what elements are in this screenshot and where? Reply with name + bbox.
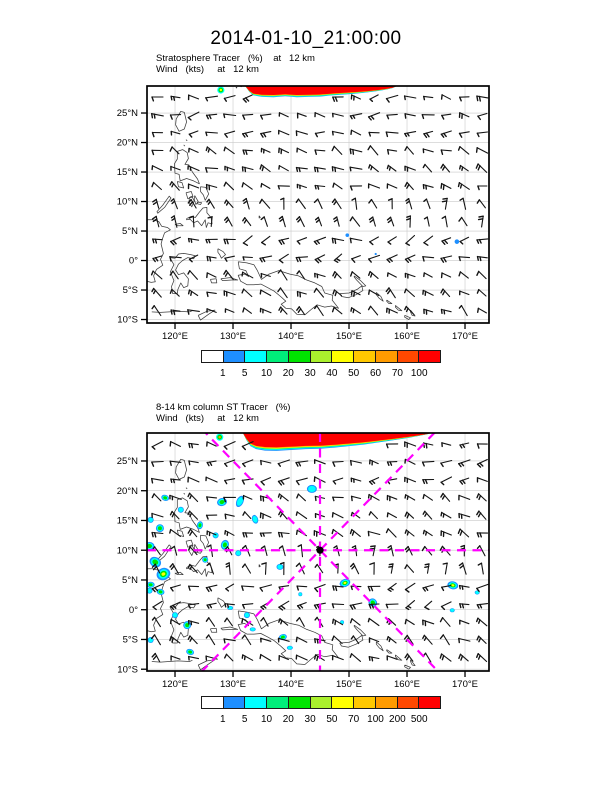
colorbar-top-labels xyxy=(201,368,441,380)
colorbar-cell xyxy=(331,350,354,363)
lat-tick-label: 20°N xyxy=(116,137,138,149)
lat-tick-label: 5°S xyxy=(122,634,138,646)
tracer-band xyxy=(245,86,397,97)
lat-tick-label: 10°S xyxy=(117,314,138,326)
axis-labels xyxy=(117,108,478,342)
lon-tick-label: 140°E xyxy=(278,331,305,342)
lat-tick-label: 10°N xyxy=(116,545,138,557)
tracer-ring-dot xyxy=(217,86,224,93)
lat-tick-label: 10°S xyxy=(117,664,138,676)
colorbar-cell xyxy=(397,696,420,709)
lat-tick-label: 0° xyxy=(128,255,138,267)
lon-tick-label: 130°E xyxy=(220,679,247,690)
colorbar-label: 50 xyxy=(326,714,338,725)
colorbar-label: 20 xyxy=(282,714,294,725)
map-content-top xyxy=(147,86,489,323)
lat-tick-label: 15°N xyxy=(116,167,138,179)
lat-tick-label: 15°N xyxy=(116,515,138,527)
colorbar-label: 5 xyxy=(241,714,248,725)
lat-tick-label: 0° xyxy=(128,604,138,616)
lon-tick-label: 120°E xyxy=(162,679,189,690)
colorbar-bottom xyxy=(201,696,441,709)
colorbar-label: 100 xyxy=(367,714,384,725)
colorbar-cell xyxy=(288,350,311,363)
colorbar-cell xyxy=(397,350,420,363)
panel1-wind-label: Wind (kts) at 12 km xyxy=(156,63,259,75)
colorbar-cell xyxy=(288,696,311,709)
colorbar-cell xyxy=(418,350,441,363)
panel2-wind-label: Wind (kts) at 12 km xyxy=(156,412,259,424)
lat-tick-label: 20°N xyxy=(116,485,138,497)
colorbar-label: 1 xyxy=(220,368,226,379)
colorbar-label: 200 xyxy=(389,714,406,725)
colorbar-label: 1 xyxy=(220,714,226,725)
lat-tick-label: 25°N xyxy=(116,108,138,120)
lat-tick-label: 5°N xyxy=(122,226,138,238)
colorbar-label: 30 xyxy=(304,714,316,725)
colorbar-label: 70 xyxy=(391,368,403,379)
reference-center-dot xyxy=(316,547,323,554)
lon-tick-label: 130°E xyxy=(220,331,247,342)
colorbar-label: 70 xyxy=(348,714,360,725)
lat-tick-label: 5°S xyxy=(122,285,138,297)
colorbar-cell xyxy=(418,696,441,709)
colorbar-cell xyxy=(375,696,398,709)
colorbar-bottom-labels xyxy=(201,714,441,726)
lon-tick-label: 170°E xyxy=(452,331,479,342)
lon-tick-label: 170°E xyxy=(452,679,479,690)
colorbar-label: 10 xyxy=(260,368,273,379)
colorbar-label: 30 xyxy=(304,368,316,379)
colorbar-cell xyxy=(266,696,289,709)
wind-barbs xyxy=(152,95,488,316)
colorbar-cell xyxy=(223,350,246,363)
map-grid xyxy=(147,86,489,323)
colorbar-cell xyxy=(266,350,289,363)
colorbar-label: 500 xyxy=(410,714,428,725)
tracer-ring-dot xyxy=(216,434,223,441)
colorbar-label: 50 xyxy=(348,368,360,379)
lon-tick-label: 160°E xyxy=(394,331,421,342)
colorbar-cell xyxy=(310,350,333,363)
colorbar-cell xyxy=(331,696,354,709)
colorbar-cell xyxy=(353,350,376,363)
colorbar-cell xyxy=(223,696,246,709)
colorbar-label: 20 xyxy=(282,368,294,379)
lon-tick-label: 160°E xyxy=(394,679,421,690)
panel2-tracer-label: 8-14 km column ST Tracer (%) xyxy=(156,402,291,413)
colorbar-cell xyxy=(310,696,333,709)
colorbar-cell xyxy=(244,696,267,709)
lon-tick-label: 150°E xyxy=(336,679,363,690)
tracer-band xyxy=(243,433,432,451)
lon-tick-label: 140°E xyxy=(278,679,305,690)
colorbar-label: 60 xyxy=(369,368,382,379)
colorbar-label: 100 xyxy=(410,368,428,379)
colorbar-cell xyxy=(353,696,376,709)
lat-tick-label: 25°N xyxy=(116,456,138,468)
lat-tick-label: 5°N xyxy=(122,575,138,587)
colorbar-label: 10 xyxy=(260,714,273,725)
colorbar-label: 40 xyxy=(326,368,338,379)
timestamp-title: 2014-01-10_21:00:00 xyxy=(210,28,402,49)
map-border xyxy=(147,86,489,323)
colorbar-top xyxy=(201,350,441,363)
lat-tick-label: 10°N xyxy=(116,196,138,208)
colorbar-cell xyxy=(244,350,267,363)
colorbar-cell xyxy=(201,350,224,363)
lon-tick-label: 150°E xyxy=(336,331,363,342)
lon-tick-label: 120°E xyxy=(162,331,189,342)
colorbar-cell xyxy=(201,696,224,709)
colorbar-cell xyxy=(375,350,398,363)
colorbar-label: 5 xyxy=(241,368,248,379)
panel1-tracer-label: Stratosphere Tracer (%) at 12 km xyxy=(156,53,315,64)
